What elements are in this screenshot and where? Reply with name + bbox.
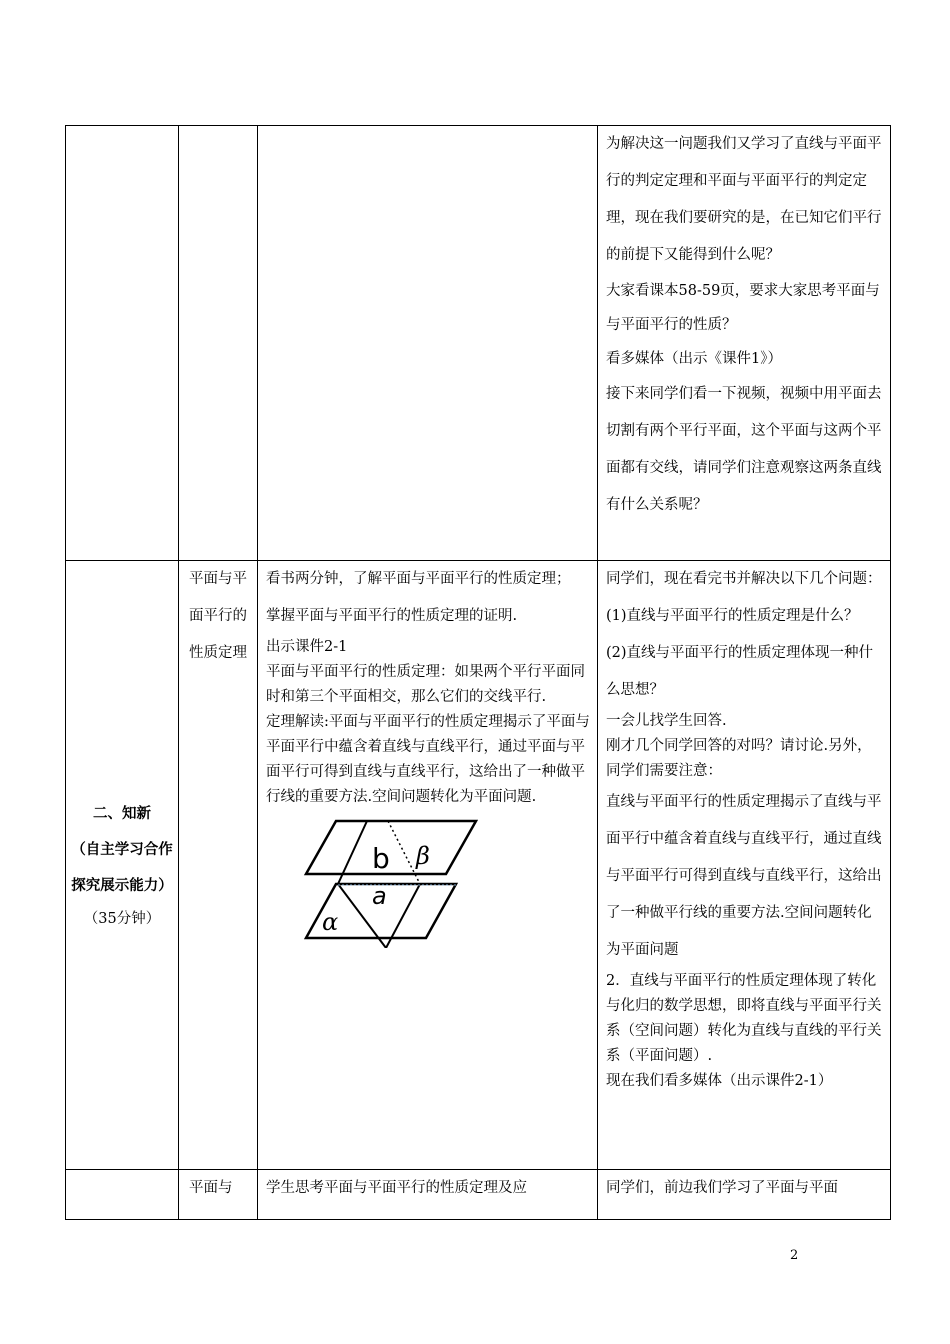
paragraph: 大家看课本58-59页，要求大家思考平面与与平面平行的性质？ bbox=[606, 283, 880, 333]
table-row bbox=[66, 1170, 891, 1220]
paragraph: 同学们，前边我们学习了平面与平面 bbox=[606, 1180, 838, 1196]
table-row bbox=[66, 126, 891, 561]
teacher-activity-cell bbox=[598, 126, 891, 561]
teacher-activity-cell bbox=[598, 561, 891, 1170]
paragraph: 现在我们看多媒体（出示课件2-1） bbox=[606, 1073, 833, 1089]
stage-cell bbox=[66, 561, 179, 1170]
student-activity-cell bbox=[258, 126, 598, 561]
student-activity-cell bbox=[258, 561, 598, 1170]
student-activity-cell bbox=[258, 1170, 598, 1220]
topic-cell bbox=[179, 1170, 258, 1220]
theorem-explanation: 定理解读:平面与平面平行的性质定理揭示了平面与平面平行中蕴含着直线与直线平行，通过平面与平面平行可得到直线与直线平行，这给出了一种做平行线的重要方法.空间问题转化为平面问题. bbox=[266, 714, 590, 805]
theorem-statement: 平面与平面平行的性质定理：如果两个平行平面同时和第三个平面相交，那么它们的交线平行. bbox=[266, 664, 585, 705]
paragraph: 学生思考平面与平面平行的性质定理及应 bbox=[266, 1180, 527, 1196]
paragraph: (1)直线与平面平行的性质定理是什么？ bbox=[606, 608, 859, 624]
paragraph: 同学们，现在看完书并解决以下几个问题： bbox=[606, 571, 882, 587]
paragraph: 看多媒体（出示《课件1》） bbox=[606, 351, 782, 367]
topic-label: 平面与 bbox=[189, 1180, 233, 1196]
label-b: b bbox=[372, 842, 390, 875]
parallel-planes-figure bbox=[298, 818, 478, 948]
paragraph: 2．直线与平面平行的性质定理体现了转化与化归的数学思想，即将直线与平面平行关系（空间问题）转化为直线与直线的平行关系（平面问题）. bbox=[606, 973, 882, 1064]
stage-cell bbox=[66, 1170, 179, 1220]
paragraph: (2)直线与平面平行的性质定理体现一种什么思想？ bbox=[606, 645, 874, 698]
table-row bbox=[66, 561, 891, 1170]
paragraph: 接下来同学们看一下视频，视频中用平面去切割有两个平行平面，这个平面与这两个平面都有交线，请同学们注意观察这两条直线有什么关系呢？ bbox=[606, 386, 882, 513]
page-number: 2 bbox=[790, 1248, 799, 1263]
topic-cell bbox=[179, 561, 258, 1170]
stage-title: 二、知新 bbox=[93, 806, 151, 822]
paragraph: 看书两分钟，了解平面与平面平行的性质定理； bbox=[266, 571, 571, 587]
topic-cell bbox=[179, 126, 258, 561]
paragraph: 直线与平面平行的性质定理揭示了直线与平面平行中蕴含着直线与直线平行，通过直线与平面平行可得到直线与直线平行，这给出了一种做平行线的重要方法.空间问题转化为平面问题 bbox=[606, 794, 882, 958]
label-alpha: α bbox=[322, 908, 339, 936]
teacher-activity-cell bbox=[598, 1170, 891, 1220]
lesson-plan-table bbox=[65, 125, 891, 1220]
stage-cell bbox=[66, 126, 179, 561]
label-a: a bbox=[372, 882, 387, 910]
paragraph: 刚才几个同学回答的对吗？请讨论.另外，同学们需要注意： bbox=[606, 738, 872, 779]
paragraph: 掌握平面与平面平行的性质定理的证明. bbox=[266, 608, 518, 624]
topic-label: 平面与平面平行的性质定理 bbox=[189, 571, 247, 661]
stage-duration: （35分钟） bbox=[83, 911, 161, 927]
paragraph: 出示课件2-1 bbox=[266, 639, 348, 655]
plane-beta-shape bbox=[306, 821, 476, 874]
label-beta: β bbox=[416, 842, 430, 870]
stage-subtitle: （自主学习合作探究展示能力） bbox=[71, 842, 173, 894]
paragraph: 为解决这一问题我们又学习了直线与平面平行的判定定理和平面与平面平行的判定定理，现在我们要研究的是，在已知它们平行的前提下又能得到什么呢？ bbox=[606, 136, 882, 263]
paragraph: 一会儿找学生回答. bbox=[606, 713, 727, 729]
